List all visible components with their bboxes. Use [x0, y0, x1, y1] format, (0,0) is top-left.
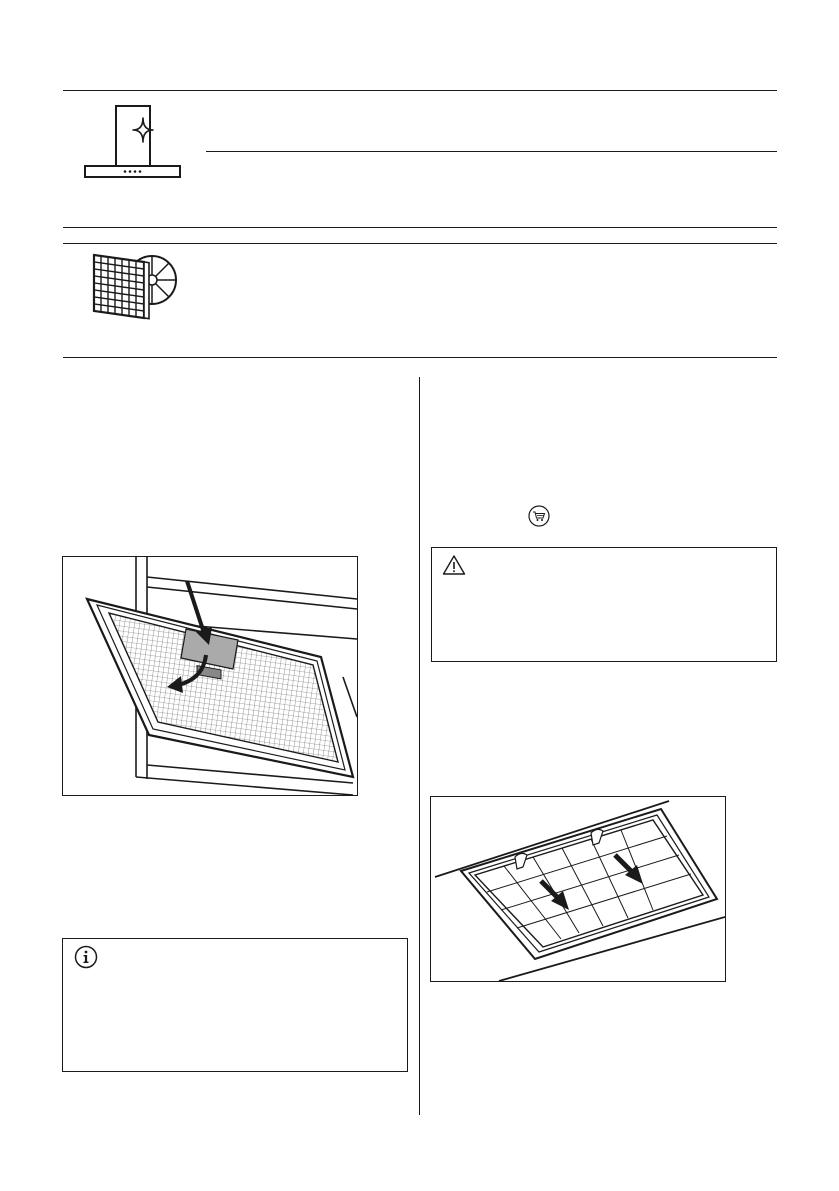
grease-filter-removal-illustration	[62, 556, 358, 796]
accessory-shop-icon[interactable]	[528, 505, 550, 527]
warning-triangle-icon	[442, 554, 466, 576]
filter-section-bottom-rule	[63, 357, 777, 358]
section-inner-rule	[206, 151, 777, 152]
filter-section-top-rule	[63, 243, 777, 244]
section-divider-rule	[63, 227, 777, 228]
carbon-filter-removal-illustration	[430, 796, 726, 982]
section-top-rule	[63, 90, 777, 91]
warning-note	[431, 547, 777, 662]
grease-and-carbon-filter-icon	[80, 250, 182, 334]
info-circle-icon	[74, 945, 98, 969]
information-note	[62, 938, 408, 1072]
hood-cleaning-icon	[82, 100, 184, 182]
column-divider	[419, 377, 420, 1115]
